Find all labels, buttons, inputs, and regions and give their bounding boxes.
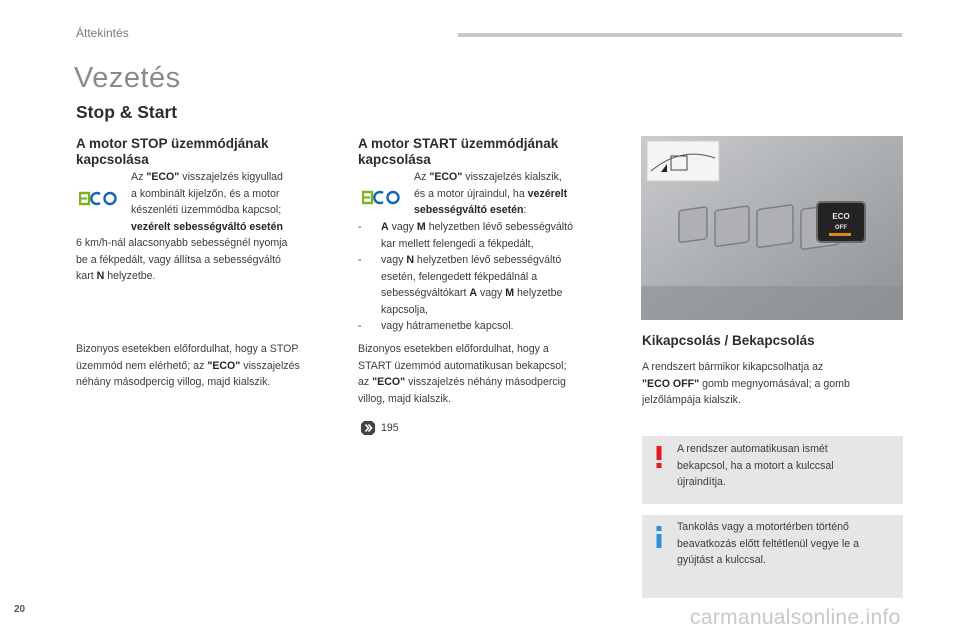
page-title: Vezetés: [74, 62, 181, 94]
page-reference-link[interactable]: [360, 420, 399, 436]
header-rule: [458, 33, 902, 37]
eco-icon: [362, 186, 402, 208]
info-note: [642, 515, 903, 598]
col1-paragraph-2: 6 km/h-nál alacsonyabb sebességnél nyomja be a fékpedált, vagy állítsa a sebességváltó kart N helyzetbe.: [76, 237, 288, 282]
col2-title: A motor START üzemmódjának kapcsolása: [358, 136, 559, 167]
header-section-title: Áttekintés: [76, 26, 129, 40]
list-item: - A vagy M helyzetben lévő sebességváltó kar mellett felengedi a fékpedált,: [358, 221, 573, 250]
col2-condition-list: [358, 219, 620, 335]
exclamation-icon: [654, 446, 664, 468]
col2-paragraph-1: Az "ECO" visszajelzés kialszik, és a motor újraindul, ha vezérelt sebességváltó esetén:: [414, 171, 568, 216]
col1-title: A motor STOP üzemmódjának kapcsolása: [76, 136, 269, 167]
photo-illustration: [641, 136, 903, 320]
col2-paragraph-2: Bizonyos esetekben előfordulhat, hogy a START üzemmód automatikusan bekapcsol; az "ECO" visszajelzés néhány másodpercig villog, majd kialszik.: [358, 343, 567, 405]
photo-eco-label: ECO: [832, 212, 850, 221]
col1-paragraph-3: Bizonyos esetekben előfordulhat, hogy a STOP üzemmód nem elérhető; az "ECO" visszajelzés néhány másodpercig villog, majd kialszik.: [76, 343, 300, 388]
list-item: - vagy N helyzetben lévő sebességváltó esetén, felengedett fékpedálnál a sebességváltókart A vagy M helyzetbe kapcsolja,: [358, 254, 563, 316]
info-icon: [654, 526, 664, 548]
reference-page-number: 195: [381, 421, 399, 434]
warning-note: [642, 436, 903, 504]
page-ref-arrow-icon: [360, 420, 376, 436]
col3-paragraph-1: A rendszert bármikor kikapcsolhatja az "ECO OFF" gomb megnyomásával; a gomb jelzőlámpája kialszik.: [642, 361, 850, 406]
section-title: Stop & Start: [76, 102, 178, 122]
col1-paragraph-1: Az "ECO" visszajelzés kigyullad a kombinált kijelzőn, és a motor készenléti üzemmódba kapcsol; vezérelt sebességváltó esetén: [131, 171, 283, 233]
watermark: carmanualsonline.info: [690, 606, 901, 629]
col3-title: Kikapcsolás / Bekapcsolás: [642, 333, 815, 348]
eco-off-button-photo: [641, 136, 903, 320]
page-number: 20: [14, 604, 26, 615]
photo-off-label: OFF: [835, 225, 847, 231]
list-item: - vagy hátramenetbe kapcsol.: [358, 320, 514, 332]
warning-text: A rendszer automatikusan ismét bekapcsol, ha a motort a kulccsal újraindítja.: [677, 443, 834, 488]
info-text: Tankolás vagy a motortérben történő beavatkozás előtt feltétlenül vegye le a gyújtást a kulccsal.: [677, 521, 859, 566]
eco-icon: [79, 187, 119, 209]
